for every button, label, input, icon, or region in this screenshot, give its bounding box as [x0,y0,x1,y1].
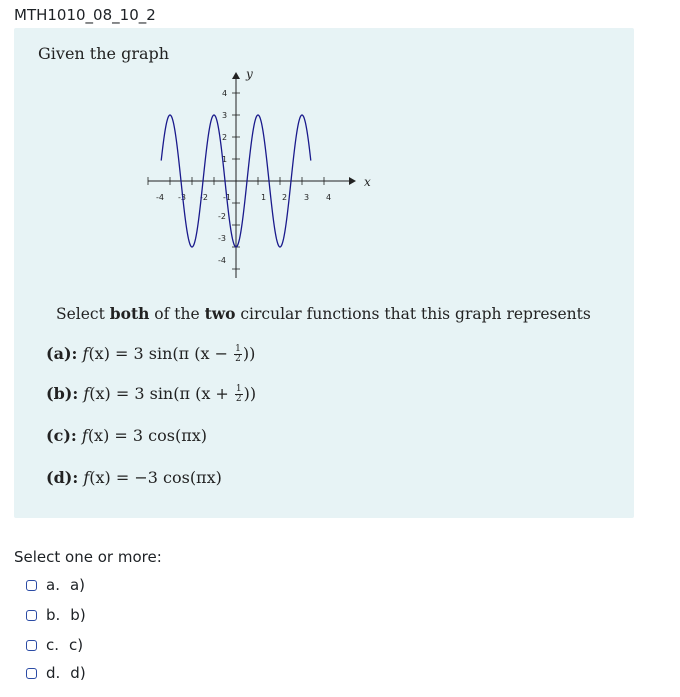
option-a: (a): f(x) = 3 sin(π (x − $\frac{1}{2}$ )) [46,344,256,364]
y-axis-label: y [246,67,253,81]
answer-option-d[interactable]: d. d) [26,662,86,684]
answer-option-c[interactable]: c. c) [26,634,83,656]
option-d: (d): f(x) = −3 cos(πx) [46,468,222,487]
y-tick-label: 4 [222,89,228,98]
checkbox[interactable] [26,580,37,591]
x-tick-label: 1 [261,193,267,202]
option-b: (b): f(x) = 3 sin(π (x + $\frac{1}{2}$ )) [46,384,257,404]
prompt-text: Given the graph [38,44,170,63]
y-tick-label: -4 [218,256,226,265]
option-c: (c): f(x) = 3 cos(πx) [46,426,207,445]
x-tick-label: -4 [156,193,164,202]
y-axis-arrow [232,72,240,79]
checkbox[interactable] [26,668,37,679]
x-tick-label: 2 [282,193,288,202]
y-tick-label: 3 [222,111,228,120]
x-tick-label: 4 [326,193,332,202]
x-tick-label: -2 [200,193,208,202]
y-tick-label: 1 [222,155,228,164]
instruction-text: Select both of the two circular functions that this graph represents [56,304,591,323]
checkbox[interactable] [26,610,37,621]
question-text-card [14,28,634,518]
answer-option-a[interactable]: a. a) [26,574,85,596]
x-tick-label: 3 [304,193,310,202]
y-tick-label: -2 [218,212,226,221]
x-tick-label: -3 [178,193,186,202]
answer-option-b[interactable]: b. b) [26,604,86,626]
y-tick-label: -3 [218,234,226,243]
x-axis-label: x [364,175,371,189]
question-name: MTH1010_08_10_2 [14,6,156,24]
y-tick-label: 2 [222,133,228,142]
x-axis-arrow [349,177,356,185]
checkbox[interactable] [26,640,37,651]
x-tick-label: -1 [223,193,231,202]
select-label: Select one or more: [14,548,162,566]
function-graph [138,67,371,298]
